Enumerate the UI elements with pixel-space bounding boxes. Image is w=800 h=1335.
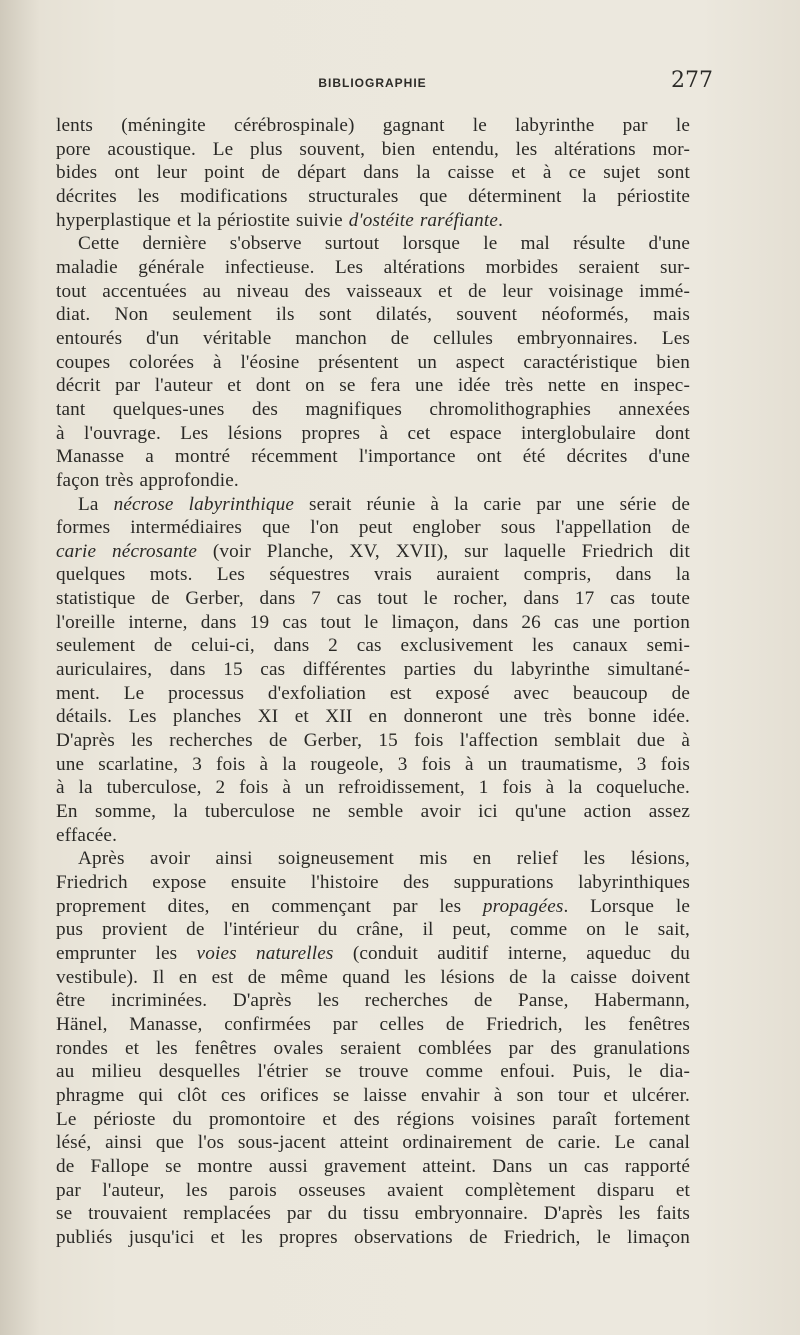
text-line: lents (méningite cérébrospinale) gagnant le labyrinthe par le [56, 115, 690, 136]
body-text [56, 114, 690, 1250]
text-line: hyperplastique et la périostite suivie d'ostéite raréfiante. [56, 209, 504, 231]
text-line: rondes et les fenêtres ovales seraient comblées par des granulations [56, 1037, 690, 1059]
text-line: être incriminées. D'après les recherches de Panse, Habermann, [56, 990, 690, 1012]
text-line: entourés d'un véritable manchon de cellules embryonnaires. Les [56, 327, 690, 349]
text-line: se trouvaient remplacées par du tissu embryonnaire. D'après les faits [56, 1203, 690, 1225]
text-line: proprement dites, en commençant par les propagées. Lorsque le [56, 895, 690, 917]
running-head: BIBLIOGRAPHIE [318, 76, 427, 90]
text-line: emprunter les voies naturelles (conduit auditif interne, aqueduc du [56, 942, 690, 964]
text-line: seulement de celui-ci, dans 2 cas exclusivement les canaux semi- [56, 635, 690, 657]
text-line: formes intermédiaires que l'on peut englober sous l'appellation de [56, 517, 690, 539]
text-line: pore acoustique. Le plus souvent, bien entendu, les altérations mor- [56, 138, 690, 160]
text-line: Friedrich expose ensuite l'histoire des suppurations labyrinthiques [56, 872, 690, 893]
text-line: par l'auteur, les parois osseuses avaient complètement disparu et [56, 1179, 690, 1201]
text-line: décrites les modifications structurales que déterminent la périostite [56, 185, 690, 207]
text-line: pus provient de l'intérieur du crâne, il peut, comme on le sait, [56, 919, 690, 941]
text-line: La nécrose labyrinthique serait réunie à la carie par une série de [78, 493, 690, 515]
page-header [60, 68, 713, 100]
text-line: Le périoste du promontoire et des régions voisines paraît fortement [56, 1108, 690, 1130]
text-line: au milieu desquelles l'étrier se trouve comme enfoui. Puis, le dia- [56, 1061, 690, 1083]
emphasis: carie nécrosante [56, 540, 198, 562]
text-line: façon très approfondie. [56, 469, 239, 491]
emphasis: nécrose labyrinthique [113, 493, 294, 515]
text-line: D'après les recherches de Gerber, 15 fois l'affection semblait due à [56, 730, 690, 752]
text-line: phragme qui clôt ces orifices se laisse envahir à son tour et ulcérer. [56, 1084, 690, 1106]
text-line: bides ont leur point de départ dans la caisse et à ce sujet sont [56, 162, 690, 184]
text-line: vestibule). Il en est de même quand les lésions de la caisse doivent [56, 966, 690, 988]
emphasis: d'ostéite raréfiante [348, 209, 499, 231]
text-line: statistique de Gerber, dans 7 cas tout le rocher, dans 17 cas toute [56, 588, 690, 610]
text-line: publiés jusqu'ici et les propres observations de Friedrich, le limaçon [56, 1226, 690, 1248]
text-line: lésé, ainsi que l'os sous-jacent atteint ordinairement de carie. Le canal [56, 1132, 690, 1154]
text-line: une scarlatine, 3 fois à la rougeole, 3 fois à un traumatisme, 3 fois [56, 753, 690, 775]
emphasis: voies naturelles [196, 942, 334, 964]
text-line: tout accentuées au niveau des vaisseaux et de leur voisinage immé- [56, 280, 690, 302]
text-line: coupes colorées à l'éosine présentent un aspect caractéristique bien [56, 351, 690, 373]
text-line: l'oreille interne, dans 19 cas tout le limaçon, dans 26 cas une portion [56, 611, 690, 633]
emphasis: propagées [482, 895, 564, 917]
text-line: détails. Les planches XI et XII en donneront une très bonne idée. [56, 706, 690, 728]
text-line: décrit par l'auteur et dont on se fera une idée très nette en inspec- [56, 375, 690, 397]
text-line: auriculaires, dans 15 cas différentes parties du labyrinthe simultané- [56, 659, 690, 681]
text-line: Hänel, Manasse, confirmées par celles de Friedrich, les fenêtres [56, 1013, 690, 1035]
text-line: à la tuberculose, 2 fois à un refroidissement, 1 fois à la coqueluche. [56, 777, 690, 799]
text-line: effacée. [56, 824, 118, 846]
text-line: tant quelques-unes des magnifiques chromolithographies annexées [56, 398, 690, 420]
text-line: En somme, la tuberculose ne semble avoir ici qu'une action assez [56, 801, 690, 823]
text-line: ment. Le processus d'exfoliation est exposé avec beaucoup de [56, 682, 690, 704]
text-line: quelques mots. Les séquestres vrais auraient compris, dans la [56, 564, 690, 586]
text-line: Après avoir ainsi soigneusement mis en relief les lésions, [78, 848, 690, 870]
text-line: Manasse a montré récemment l'importance ont été décrites d'une [56, 446, 690, 468]
text-line: carie nécrosante (voir Planche, XV, XVII), sur laquelle Friedrich dit [56, 540, 690, 562]
text-line: maladie générale infectieuse. Les altérations morbides seraient sur- [56, 256, 690, 278]
text-line: Cette dernière s'observe surtout lorsque le mal résulte d'une [78, 233, 690, 255]
page-number: 277 [671, 68, 713, 93]
text-line: de Fallope se montre aussi gravement atteint. Dans un cas rapporté [56, 1155, 690, 1177]
text-line: à l'ouvrage. Les lésions propres à cet espace interglobulaire dont [56, 422, 690, 444]
text-line: diat. Non seulement ils sont dilatés, souvent néoformés, mais [56, 304, 690, 326]
